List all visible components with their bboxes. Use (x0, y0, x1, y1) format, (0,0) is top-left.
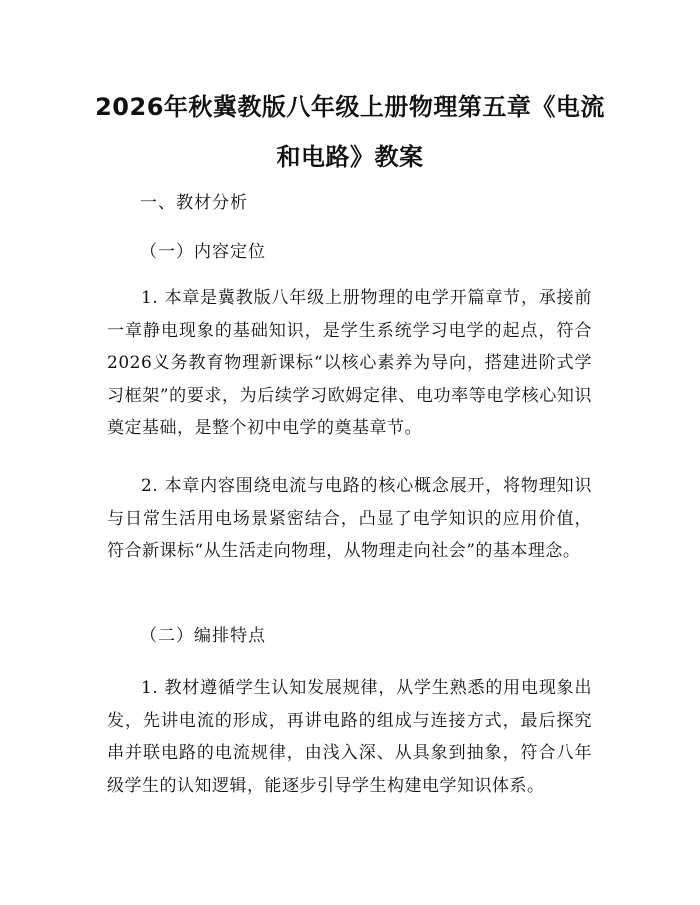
paragraph-content-positioning-2: 2. 本章内容围绕电流与电路的核心概念展开，将物理知识与日常生活用电场景紧密结合，凸显了电学知识的应用价值，符合新课标“从生活走向物理，从物理走向社会”的基本理念。 (107, 476, 592, 561)
section-heading-teaching-material-analysis: 一、教材分析 (140, 193, 248, 213)
paragraph-arrangement-features-1: 1. 教材遵循学生认知发展规律，从学生熟悉的用电现象出发，先讲电流的形成，再讲电路的组成与连接方式，最后探究串并联电路的电流规律，由浅入深、从具象到抽象，符合八年级学生的认知逻辑，能逐步引导学生构建电学知识体系。 (107, 678, 592, 796)
subsection-heading-arrangement-features: （二）编排特点 (140, 626, 266, 646)
document-title: 2026年秋冀教版八年级上册物理第五章《电流和电路》教案 (95, 93, 605, 171)
subsection-heading-content-positioning: （一）内容定位 (140, 242, 266, 262)
paragraph-content-positioning-1: 1. 本章是冀教版八年级上册物理的电学开篇章节，承接前一章静电现象的基础知识，是学生系统学习电学的起点，符合2026义务教育物理新课标“以核心素养为导向，搭建进阶式学习框架”的要求，为后续学习欧姆定律、电功率等电学核心知识奠定基础，是整个初中电学的奠基章节。 (107, 288, 592, 438)
